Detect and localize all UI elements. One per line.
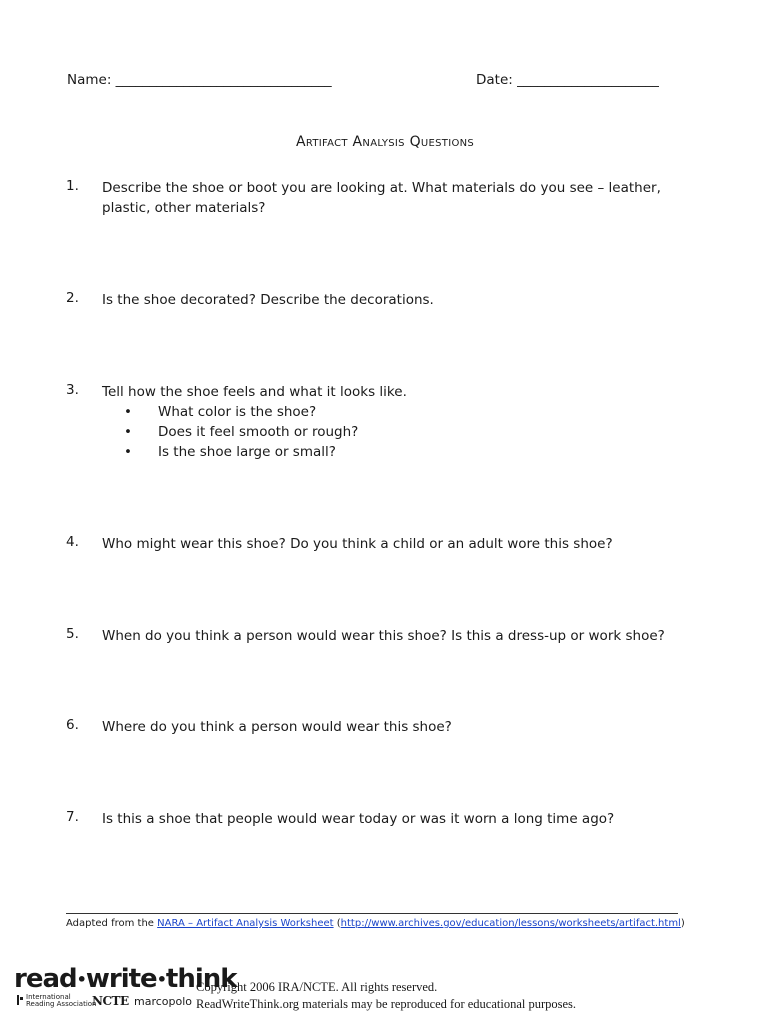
ira-line-1: International — [26, 993, 71, 1001]
ira-logo — [16, 994, 97, 1008]
footnote-prefix: Adapted from the — [66, 918, 158, 929]
question-text: Describe the shoe or boot you are looking at. What materials do you see – leather, plastic, other materials? — [102, 180, 661, 216]
question-number: 4. — [66, 534, 79, 550]
question-number: 6. — [66, 717, 79, 733]
ira-icon — [16, 994, 24, 1006]
bullet-list — [124, 402, 358, 462]
marcopolo-logo: marcopolo — [134, 995, 193, 1008]
name-field-label: Name: ________________________________ — [67, 72, 332, 88]
question-number: 7. — [66, 809, 79, 825]
question-text: When do you think a person would wear this shoe? Is this a dress-up or work shoe? — [102, 628, 665, 644]
question-number: 3. — [66, 382, 79, 398]
bullet-icon: • — [124, 424, 132, 440]
question-number: 2. — [66, 290, 79, 306]
page-title: Artifact Analysis Questions — [295, 134, 475, 150]
readwritethink-logo — [14, 964, 237, 1014]
question-text: Where do you think a person would wear this shoe? — [102, 719, 452, 735]
question-text: Tell how the shoe feels and what it looks like. — [102, 384, 407, 400]
question-number: 1. — [66, 178, 79, 194]
list-item-text: Is the shoe large or small? — [158, 444, 336, 460]
bullet-icon: • — [124, 404, 132, 420]
archives-url-link[interactable]: http://www.archives.gov/education/lessons/worksheets/artifact.html — [340, 918, 681, 929]
list-item — [124, 442, 358, 462]
list-item-text: What color is the shoe? — [158, 404, 317, 420]
logo-wordmark: read•write•think — [14, 964, 237, 994]
footnote — [66, 918, 685, 929]
nara-worksheet-link[interactable]: NARA – Artifact Analysis Worksheet — [157, 918, 334, 929]
question-text: Is this a shoe that people would wear today or was it worn a long time ago? — [102, 811, 615, 827]
copyright-line-2: ReadWriteThink.org materials may be reproduced for educational purposes. — [196, 997, 577, 1011]
bullet-icon: • — [124, 444, 132, 460]
copyright-line-1: Copyright 2006 IRA/NCTE. All rights reserved. — [196, 980, 438, 994]
ira-line-2: Reading Association — [26, 1000, 97, 1008]
date-field-label: Date: _____________________ — [476, 72, 659, 88]
question-number: 5. — [66, 626, 79, 642]
footnote-suffix: ) — [680, 918, 685, 929]
list-item — [124, 402, 358, 422]
footnote-middle: ( — [333, 918, 341, 929]
ncte-logo: NCTE — [92, 994, 129, 1008]
question-text: Is the shoe decorated? Describe the decorations. — [102, 292, 434, 308]
footnote-divider — [66, 913, 678, 914]
list-item-text: Does it feel smooth or rough? — [158, 424, 359, 440]
list-item — [124, 422, 358, 442]
question-text: Who might wear this shoe? Do you think a child or an adult wore this shoe? — [102, 536, 613, 552]
copyright-notice — [196, 979, 576, 1013]
